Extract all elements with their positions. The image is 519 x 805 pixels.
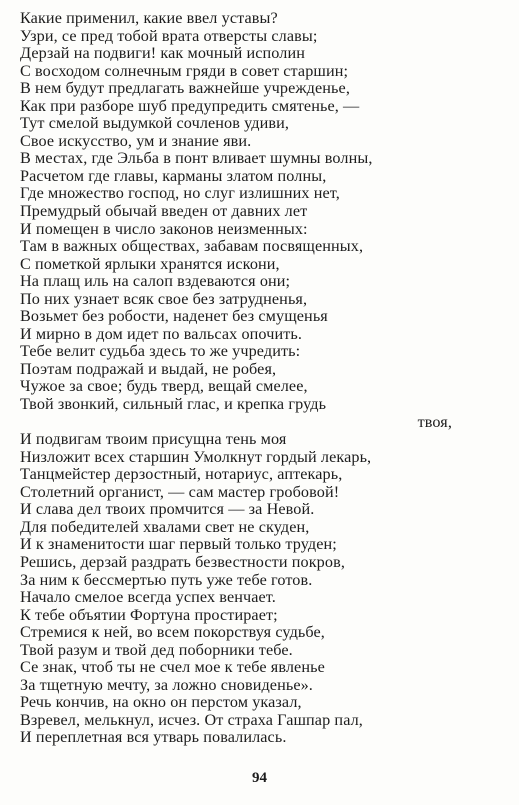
poem-line: И помещен в число законов неизменных:	[20, 219, 308, 238]
poem-line: В местах, где Эльба в понт вливает шумны волны,	[20, 149, 373, 168]
poem-line: Низложит всех старшин Умолкнут гордый лекарь,	[20, 447, 372, 466]
poem-line: Речь кончив, на окно он перстом указал,	[20, 693, 302, 712]
poem-line: Возьмет без робости, наденет без смущенья	[20, 307, 328, 326]
poem-line: В нем будут предлагать важнейше учрежденье,	[20, 79, 350, 98]
poem-line: Дерзай на подвиги! как мочный исполин	[20, 44, 305, 63]
poem-line: И переплетная вся утварь повалилась.	[20, 728, 287, 747]
poem-line: С восходом солнечным гряди в совет старшин;	[20, 61, 349, 80]
poem-line: Столетний органист, — сам мастер гробовой!	[20, 482, 340, 501]
poem-line: И подвигам твоим присущна тень моя	[20, 430, 287, 449]
page-number: 94	[252, 770, 267, 786]
poem-line: Где множество господ, но слуг излишних нет,	[20, 184, 340, 203]
poem-line: На плащ иль на салоп вздеваются они;	[20, 272, 291, 291]
poem-line: И к знаменитости шаг первый только труден;	[20, 535, 337, 554]
poem-line: Твой разум и твой дед поборники тебе.	[20, 640, 293, 659]
poem-line: К тебе объятии Фортуна простирает;	[20, 605, 278, 624]
poem-line: Стремися к ней, во всем покорствуя судьбе,	[20, 623, 325, 642]
poem-line: Твой звонкий, сильный глас, и крепка грудь	[20, 395, 327, 414]
poem-line: Свое искусство, ум и знание яви.	[20, 131, 252, 150]
poem-line: Там в важных обществах, забавам посвященных,	[20, 237, 364, 256]
poem-line: По них узнает всяк свое без затрудненья,	[20, 289, 308, 308]
poem-line: Тут смелой выдумкой сочленов удиви,	[20, 114, 290, 133]
poem-line: Какие применил, какие ввел уставы?	[20, 9, 278, 27]
poem-line: С пометкой ярлыки хранятся искони,	[20, 254, 280, 273]
poem-line: За тщетную мечту, за ложно сновиденье».	[20, 675, 313, 694]
poem-line: Взревел, мелькнул, исчез. От страха Гашпар пал,	[20, 710, 363, 729]
poem-line: Узри, се пред тобой врата отверсты славы;	[20, 26, 318, 45]
poem-line: Чужое за свое; будь тверд, вещай смелее,	[20, 377, 308, 396]
poem-line: За ним к бессмертью путь уже тебе готов.	[20, 570, 313, 589]
poem-line: Расчетом где главы, карманы златом полны,	[20, 166, 327, 185]
poem-line: Начало смелое всегда успех венчает.	[20, 588, 276, 607]
poem-line: Се знак, чтоб ты не счел мое к тебе явленье	[20, 658, 325, 677]
poem-line: Как при разборе шуб предупредить смятенье, —	[20, 96, 360, 115]
poem-line: Решись, дерзай раздрать безвестности покров,	[20, 552, 345, 571]
poem-line: И мирно в дом идет по вальсах опочить.	[20, 324, 303, 343]
poem-line: Премудрый обычай введен от давних лет	[20, 202, 308, 221]
poem-text	[20, 10, 506, 747]
poem-line: И слава дел твоих промчится — за Невой.	[20, 500, 315, 519]
poem-line: Тебе велит судьба здесь то же учредить:	[20, 342, 301, 361]
poem-line: Для победителей хвалами свет не скуден,	[20, 517, 310, 536]
poem-line: Танцмейстер дерзостный, нотариус, аптекарь,	[20, 465, 343, 484]
poem-line: Поэтам подражай и выдай, не робея,	[20, 359, 277, 378]
poem-line-continuation: твоя,	[417, 412, 452, 431]
